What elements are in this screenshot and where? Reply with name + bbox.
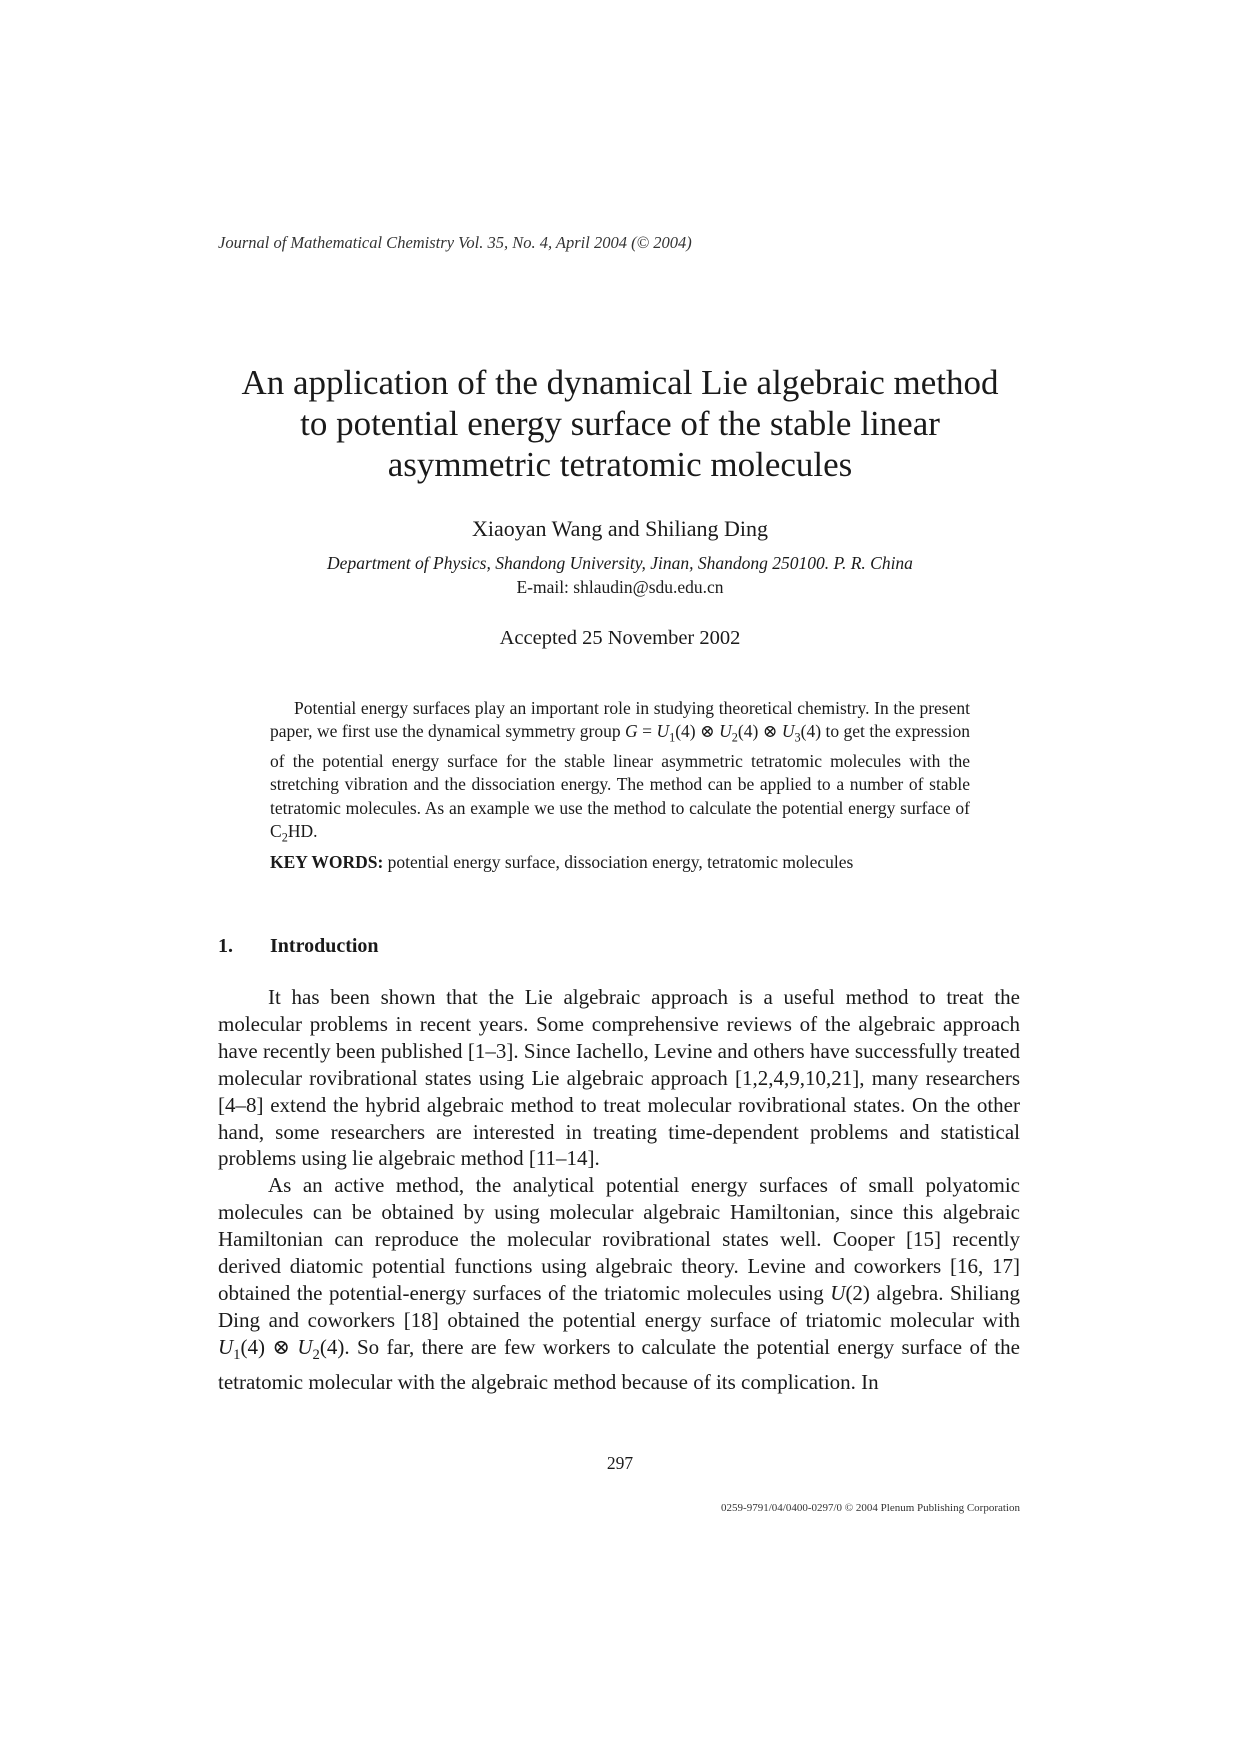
paragraph-text: (4). So far, there are few workers to calculate the potential energy surface of the tetratomic molecular with the algebraic method because of its complication. In	[218, 1334, 1020, 1394]
journal-citation: Journal of Mathematical Chemistry Vol. 35, No. 4, April 2004 (© 2004)	[218, 233, 692, 252]
accepted-date: Accepted 25 November 2002	[499, 627, 741, 649]
group-u3: U	[781, 721, 795, 742]
group-arg: (4) ⊗	[675, 721, 720, 742]
u1-subscript: 1	[233, 1346, 241, 1363]
title-line: asymmetric tetratomic molecules	[387, 445, 853, 484]
keywords	[270, 852, 970, 873]
section-heading	[218, 935, 379, 958]
u1-symbol: U	[218, 1334, 234, 1359]
introduction-body	[218, 984, 1020, 1396]
email: E-mail: shlaudin@sdu.edu.cn	[516, 577, 724, 597]
paper-title	[200, 362, 1040, 485]
paragraph	[218, 1172, 1020, 1395]
u2-subscript: 2	[312, 1346, 320, 1363]
paragraph-text: As an active method, the analytical potential energy surfaces of small polyatomic molecules can be obtained by using molecular algebraic Hamiltonian, since this algebraic Hamiltonian can reproduce the molecular rovibrational states well. Cooper [15] recently derived diatomic potential functions using algebraic theory. Levine and coworkers [16, 17] obtained the potential-energy surfaces of the triatomic molecules using	[218, 1173, 1020, 1305]
authors: Xiaoyan Wang and Shiliang Ding	[471, 516, 768, 541]
abstract-text: Potential energy surfaces play an important role in studying theoretical chemistry. In the present paper, we first use the dynamical symmetry group	[270, 698, 970, 742]
group-arg: (4) ⊗	[737, 721, 782, 742]
group-u2-subscript: 2	[731, 730, 738, 745]
section-title: Introduction	[270, 935, 379, 957]
group-u3-subscript: 3	[794, 730, 801, 745]
affiliation: Department of Physics, Shandong University, Jinan, Shandong 250100. P. R. China	[327, 553, 913, 573]
section-number: 1.	[218, 935, 233, 957]
title-line: to potential energy surface of the stable linear	[300, 404, 940, 443]
paragraph: It has been shown that the Lie algebraic approach is a useful method to treat the molecular problems in recent years. Some comprehensive reviews of the algebraic approach have recently been published [1–3]. Since Iachello, Levine and others have successfully treated molecular rovibrational states using Lie algebraic approach [1,2,4,9,10,21], many researchers [4–8] extend the hybrid algebraic method to treat molecular rovibrational states. On the other hand, some researchers are interested in treating time-dependent problems and statistical problems using lie algebraic method [11–14].	[218, 985, 1020, 1171]
abstract-text: (4) to get the expression of the potential energy surface for the stable linear asymmetric tetratomic molecules with the stretching vibration and the dissociation energy. The method can be applied to a number of stable tetratomic molecules. As an example we use the method to calculate the potential energy surface of C	[270, 721, 971, 841]
copyright-code: 0259-9791/04/0400-0297/0 © 2004 Plenum Publishing Corporation	[721, 1502, 1020, 1514]
page-number: 297	[606, 1453, 634, 1473]
group-u2: U	[719, 721, 732, 742]
abstract-text: HD.	[287, 820, 318, 841]
title-line: An application of the dynamical Lie algebraic method	[241, 363, 999, 402]
paragraph-text: (4) ⊗	[240, 1334, 298, 1359]
group-u1-subscript: 1	[669, 730, 676, 745]
abstract	[270, 697, 970, 850]
paragraph-text: (2) algebra. Shiliang Ding and coworkers [18] obtained the potential energy surface of triatomic molecular with	[218, 1280, 1021, 1332]
equals-sign: =	[637, 721, 657, 742]
u2-symbol: U	[297, 1334, 313, 1359]
keywords-label: KEY WORDS:	[270, 852, 384, 872]
group-u1: U	[656, 721, 670, 742]
u2-algebra: U	[830, 1280, 846, 1305]
group-symbol: G	[625, 721, 638, 742]
keywords-text: potential energy surface, dissociation energy, tetratomic molecules	[387, 852, 854, 872]
carbon-subscript: 2	[281, 830, 288, 845]
